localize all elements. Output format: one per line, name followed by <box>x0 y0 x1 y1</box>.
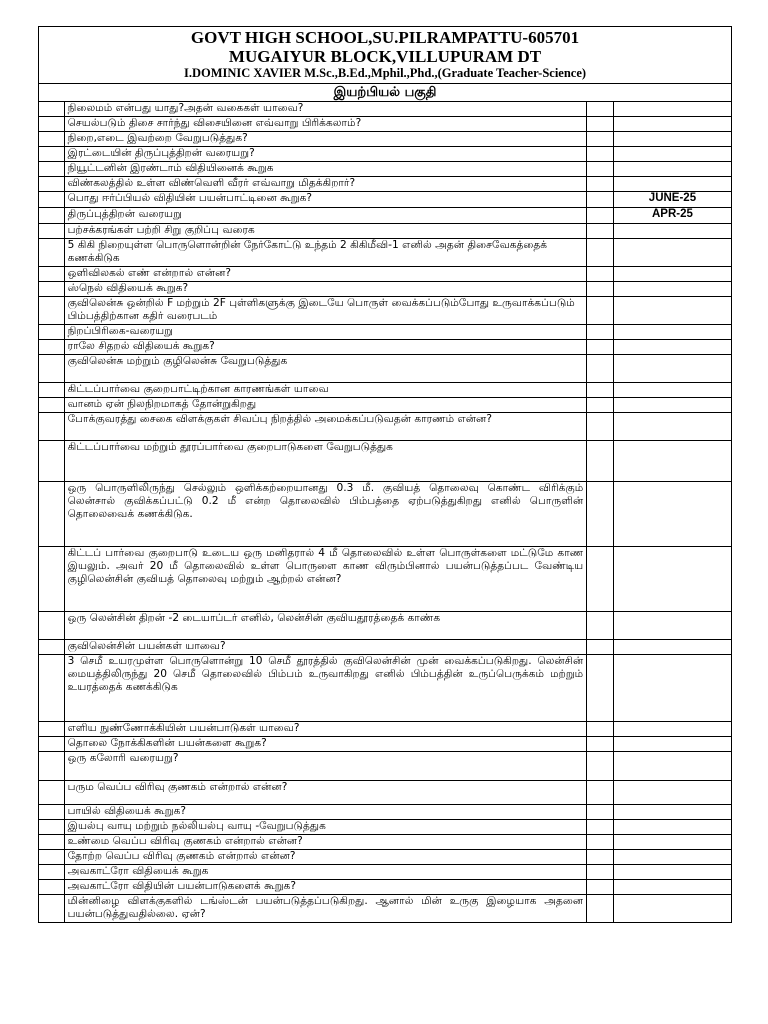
exam-note-cell <box>613 162 731 177</box>
mark-cell <box>587 355 614 383</box>
row-number-cell <box>39 722 65 737</box>
question-cell: 5 கிகி நிறையுள்ள பொருளொன்றின் நேர்கோட்டு உந்தம் 2 கிகிமீவி-1 எனில் அதன் திசைவேகத்தைக் கணக்கிடுக <box>64 239 587 267</box>
mark-cell <box>587 398 614 413</box>
row-number-cell <box>39 805 65 820</box>
exam-note-cell <box>613 239 731 267</box>
exam-note-cell <box>613 117 731 132</box>
mark-cell <box>587 383 614 398</box>
exam-note-cell <box>613 640 731 655</box>
exam-note-cell <box>613 132 731 147</box>
exam-note-cell <box>613 655 731 722</box>
question-cell: வானம் ஏன் நிலநிறமாகத் தோன்றுகிறது <box>64 398 587 413</box>
question-cell: எளிய நுண்ணோக்கியின் பயன்பாடுகள் யாவை? <box>64 722 587 737</box>
mark-cell <box>587 282 614 297</box>
table-row <box>39 117 732 132</box>
table-row <box>39 441 732 482</box>
section-title: இயற்பியல் பகுதி <box>38 83 732 101</box>
row-number-cell <box>39 208 65 224</box>
row-number-cell <box>39 482 65 547</box>
row-number-cell <box>39 239 65 267</box>
row-number-cell <box>39 640 65 655</box>
exam-note-cell <box>613 398 731 413</box>
table-row <box>39 340 732 355</box>
mark-cell <box>587 177 614 192</box>
row-number-cell <box>39 282 65 297</box>
table-row <box>39 102 732 117</box>
table-row <box>39 147 732 162</box>
school-header <box>38 26 732 83</box>
mark-cell <box>587 612 614 640</box>
question-cell: தொலை நோக்கிகளின் பயன்களை கூறுக? <box>64 737 587 752</box>
exam-note-cell <box>613 267 731 282</box>
table-row <box>39 820 732 835</box>
mark-cell <box>587 820 614 835</box>
row-number-cell <box>39 752 65 781</box>
question-cell: விண்கலத்தில் உள்ள விண்வெளி வீரர் எவ்வாறு மிதக்கிறார்? <box>64 177 587 192</box>
question-cell: நிலைமம் என்பது யாது?அதன் வகைகள் யாவை? <box>64 102 587 117</box>
question-cell: கிட்டப்பார்வை குறைபாட்டிற்கான காரணங்கள் யாவை <box>64 383 587 398</box>
table-row <box>39 865 732 880</box>
mark-cell <box>587 880 614 895</box>
row-number-cell <box>39 737 65 752</box>
question-cell: நிறை,எடை இவற்றை வேறுபடுத்துக? <box>64 132 587 147</box>
exam-note-cell <box>613 325 731 340</box>
question-cell: உண்மை வெப்ப விரிவு குணகம் என்றால் என்ன? <box>64 835 587 850</box>
row-number-cell <box>39 880 65 895</box>
table-row <box>39 162 732 177</box>
exam-note-cell: JUNE-25 <box>613 192 731 208</box>
question-cell: குவிலென்சின் பயன்கள் யாவை? <box>64 640 587 655</box>
table-row <box>39 737 732 752</box>
mark-cell <box>587 655 614 722</box>
mark-cell <box>587 805 614 820</box>
mark-cell <box>587 441 614 482</box>
exam-note-cell <box>613 781 731 805</box>
question-cell: ஒரு லென்சின் திறன் -2 டையாப்டர் எனில், லென்சின் குவியதூரத்தைக் காண்க <box>64 612 587 640</box>
exam-note-cell <box>613 835 731 850</box>
mark-cell <box>587 865 614 880</box>
exam-note-cell <box>613 340 731 355</box>
exam-note-cell <box>613 102 731 117</box>
table-row <box>39 132 732 147</box>
mark-cell <box>587 102 614 117</box>
exam-note-cell: APR-25 <box>613 208 731 224</box>
exam-note-cell <box>613 880 731 895</box>
mark-cell <box>587 117 614 132</box>
question-cell: இயல்பு வாயு மற்றும் நல்லியல்பு வாயு -வேறுபடுத்துக <box>64 820 587 835</box>
row-number-cell <box>39 398 65 413</box>
table-row <box>39 655 732 722</box>
question-cell: குவிலென்சு மற்றும் குழிலென்சு வேறுபடுத்துக <box>64 355 587 383</box>
exam-note-cell <box>613 865 731 880</box>
question-cell: ஒரு கலோரி வரையறு? <box>64 752 587 781</box>
exam-note-cell <box>613 441 731 482</box>
exam-note-cell <box>613 820 731 835</box>
question-cell: பற்சக்கரங்கள் பற்றி சிறு குறிப்பு வரைக <box>64 224 587 239</box>
row-number-cell <box>39 177 65 192</box>
question-cell: குவிலென்சு ஒன்றில் F மற்றும் 2F புள்ளிகளுக்கு இடையே பொருள் வைக்கப்படும்போது உருவாக்கப்படும் பிம்பத்திற்கான கதிர் வரைபடம் <box>64 297 587 325</box>
exam-note-cell <box>613 752 731 781</box>
table-row <box>39 267 732 282</box>
table-row <box>39 547 732 612</box>
question-cell: தோற்ற வெப்ப விரிவு குணகம் என்றால் என்ன? <box>64 850 587 865</box>
mark-cell <box>587 297 614 325</box>
exam-note-cell <box>613 547 731 612</box>
question-cell: கிட்டப்பார்வை மற்றும் தூரப்பார்வை குறைபாடுகளை வேறுபடுத்துக <box>64 441 587 482</box>
row-number-cell <box>39 655 65 722</box>
table-row <box>39 752 732 781</box>
question-table <box>38 101 732 923</box>
question-cell: அவகாட்ரோ விதியின் பயன்பாடுகளைக் கூறுக? <box>64 880 587 895</box>
table-row <box>39 398 732 413</box>
row-number-cell <box>39 192 65 208</box>
mark-cell <box>587 192 614 208</box>
question-cell: இரட்டையின் திருப்புத்திறன் வரையறு? <box>64 147 587 162</box>
exam-note-cell <box>613 355 731 383</box>
row-number-cell <box>39 820 65 835</box>
exam-note-cell <box>613 383 731 398</box>
exam-note-cell <box>613 224 731 239</box>
table-row <box>39 640 732 655</box>
table-row <box>39 835 732 850</box>
table-row <box>39 612 732 640</box>
mark-cell <box>587 737 614 752</box>
row-number-cell <box>39 781 65 805</box>
table-row <box>39 208 732 224</box>
table-row <box>39 177 732 192</box>
mark-cell <box>587 547 614 612</box>
question-cell: ஒரு பொருளிலிருந்து செல்லும் ஒளிக்கற்றையானது 0.3 மீ. குவியத் தொலைவு கொண்ட விரிக்கும் லென்சால் குவிக்கப்பட்டு 0.2 மீ என்ற தொலைவில் பிம்பத்தை ஏற்படுத்துகிறது எனில் பொருளின் தொலைவைக் கணக்கிடுக. <box>64 482 587 547</box>
question-cell: ராலே சிதறல் விதியைக் கூறுக? <box>64 340 587 355</box>
question-cell: திருப்புத்திறன் வரையறு <box>64 208 587 224</box>
mark-cell <box>587 781 614 805</box>
row-number-cell <box>39 441 65 482</box>
mark-cell <box>587 239 614 267</box>
exam-note-cell <box>613 297 731 325</box>
mark-cell <box>587 147 614 162</box>
table-row <box>39 297 732 325</box>
table-row <box>39 880 732 895</box>
table-row <box>39 192 732 208</box>
table-row <box>39 239 732 267</box>
exam-note-cell <box>613 177 731 192</box>
table-row <box>39 850 732 865</box>
exam-note-cell <box>613 737 731 752</box>
row-number-cell <box>39 340 65 355</box>
mark-cell <box>587 722 614 737</box>
mark-cell <box>587 325 614 340</box>
question-sheet <box>38 26 732 923</box>
table-row <box>39 482 732 547</box>
row-number-cell <box>39 117 65 132</box>
table-row <box>39 805 732 820</box>
row-number-cell <box>39 297 65 325</box>
question-cell: செயல்படும் திசை சார்ந்து விசையினை எவ்வாறு பிரிக்கலாம்? <box>64 117 587 132</box>
mark-cell <box>587 267 614 282</box>
question-cell: 3 செமீ உயரமுள்ள பொருளொன்று 10 செமீ தூரத்தில் குவிலென்சின் முன் வைக்கப்படுகிறது. லென்சின் மையத்திலிருந்து 20 செமீ தொலைவில் பிம்பம் உருவாகிறது எனில் பிம்பத்தின் உருப்பெருக்கம் மற்றும் உயரத்தைக் கணக்கிடுக <box>64 655 587 722</box>
mark-cell <box>587 850 614 865</box>
question-cell: ஸ்நெல் விதியைக் கூறுக? <box>64 282 587 297</box>
exam-note-cell <box>613 413 731 441</box>
row-number-cell <box>39 224 65 239</box>
mark-cell <box>587 208 614 224</box>
table-row <box>39 895 732 923</box>
exam-note-cell <box>613 850 731 865</box>
question-cell: ஒளிவிலகல் எண் என்றால் என்ன? <box>64 267 587 282</box>
exam-note-cell <box>613 482 731 547</box>
mark-cell <box>587 640 614 655</box>
exam-note-cell <box>613 612 731 640</box>
mark-cell <box>587 752 614 781</box>
row-number-cell <box>39 413 65 441</box>
question-cell: நிறப்பிரிகை-வரையறு <box>64 325 587 340</box>
mark-cell <box>587 835 614 850</box>
question-cell: நியூட்டனின் இரண்டாம் விதியினைக் கூறுக <box>64 162 587 177</box>
teacher-name: I.DOMINIC XAVIER M.Sc.,B.Ed.,Mphil.,Phd.,(Graduate Teacher-Science) <box>183 66 587 80</box>
row-number-cell <box>39 147 65 162</box>
question-cell: கிட்டப் பார்வை குறைபாடு உடைய ஒரு மனிதரால் 4 மீ தொலைவில் உள்ள பொருள்களை மட்டுமே காண இயலும். அவர் 20 மீ தொலைவில் உள்ள பொருளை காண விரும்பினால் பயன்படுத்தப்பட வேண்டிய குழிலென்சின் குவியத் தொலைவு மற்றும் ஆற்றல் என்ன? <box>64 547 587 612</box>
table-row <box>39 413 732 441</box>
exam-note-cell <box>613 147 731 162</box>
mark-cell <box>587 132 614 147</box>
exam-note-cell <box>613 282 731 297</box>
row-number-cell <box>39 865 65 880</box>
exam-note-cell <box>613 805 731 820</box>
question-cell: போக்குவரத்து சைகை விளக்குகள் சிவப்பு நிறத்தில் அமைக்கப்படுவதன் காரணம் என்ன? <box>64 413 587 441</box>
row-number-cell <box>39 267 65 282</box>
question-cell: பரும வெப்ப விரிவு குணகம் என்றால் என்ன? <box>64 781 587 805</box>
row-number-cell <box>39 835 65 850</box>
row-number-cell <box>39 325 65 340</box>
mark-cell <box>587 895 614 923</box>
row-number-cell <box>39 132 65 147</box>
row-number-cell <box>39 383 65 398</box>
table-row <box>39 282 732 297</box>
table-row <box>39 383 732 398</box>
question-cell: அவகாட்ரோ விதியைக் கூறுக <box>64 865 587 880</box>
table-row <box>39 224 732 239</box>
school-name: GOVT HIGH SCHOOL,SU.PILRAMPATTU-605701 <box>190 28 580 47</box>
row-number-cell <box>39 162 65 177</box>
exam-note-cell <box>613 895 731 923</box>
block-name: MUGAIYUR BLOCK,VILLUPURAM DT <box>228 47 542 66</box>
exam-note-cell <box>613 722 731 737</box>
table-row <box>39 781 732 805</box>
row-number-cell <box>39 850 65 865</box>
mark-cell <box>587 162 614 177</box>
table-row <box>39 355 732 383</box>
question-cell: பாயில் விதியைக் கூறுக? <box>64 805 587 820</box>
mark-cell <box>587 340 614 355</box>
row-number-cell <box>39 547 65 612</box>
row-number-cell <box>39 355 65 383</box>
table-row <box>39 325 732 340</box>
question-cell: பொது ஈர்ப்பியல் விதியின் பயன்பாட்டினை கூறுக? <box>64 192 587 208</box>
table-row <box>39 722 732 737</box>
mark-cell <box>587 224 614 239</box>
mark-cell <box>587 482 614 547</box>
question-cell: மின்னிழை விளக்குகளில் டங்ஸ்டன் பயன்படுத்தப்படுகிறது. ஆனால் மின் உருகு இழையாக அதனை பயன்படுத்துவதில்லை. ஏன்? <box>64 895 587 923</box>
row-number-cell <box>39 895 65 923</box>
mark-cell <box>587 413 614 441</box>
row-number-cell <box>39 102 65 117</box>
row-number-cell <box>39 612 65 640</box>
